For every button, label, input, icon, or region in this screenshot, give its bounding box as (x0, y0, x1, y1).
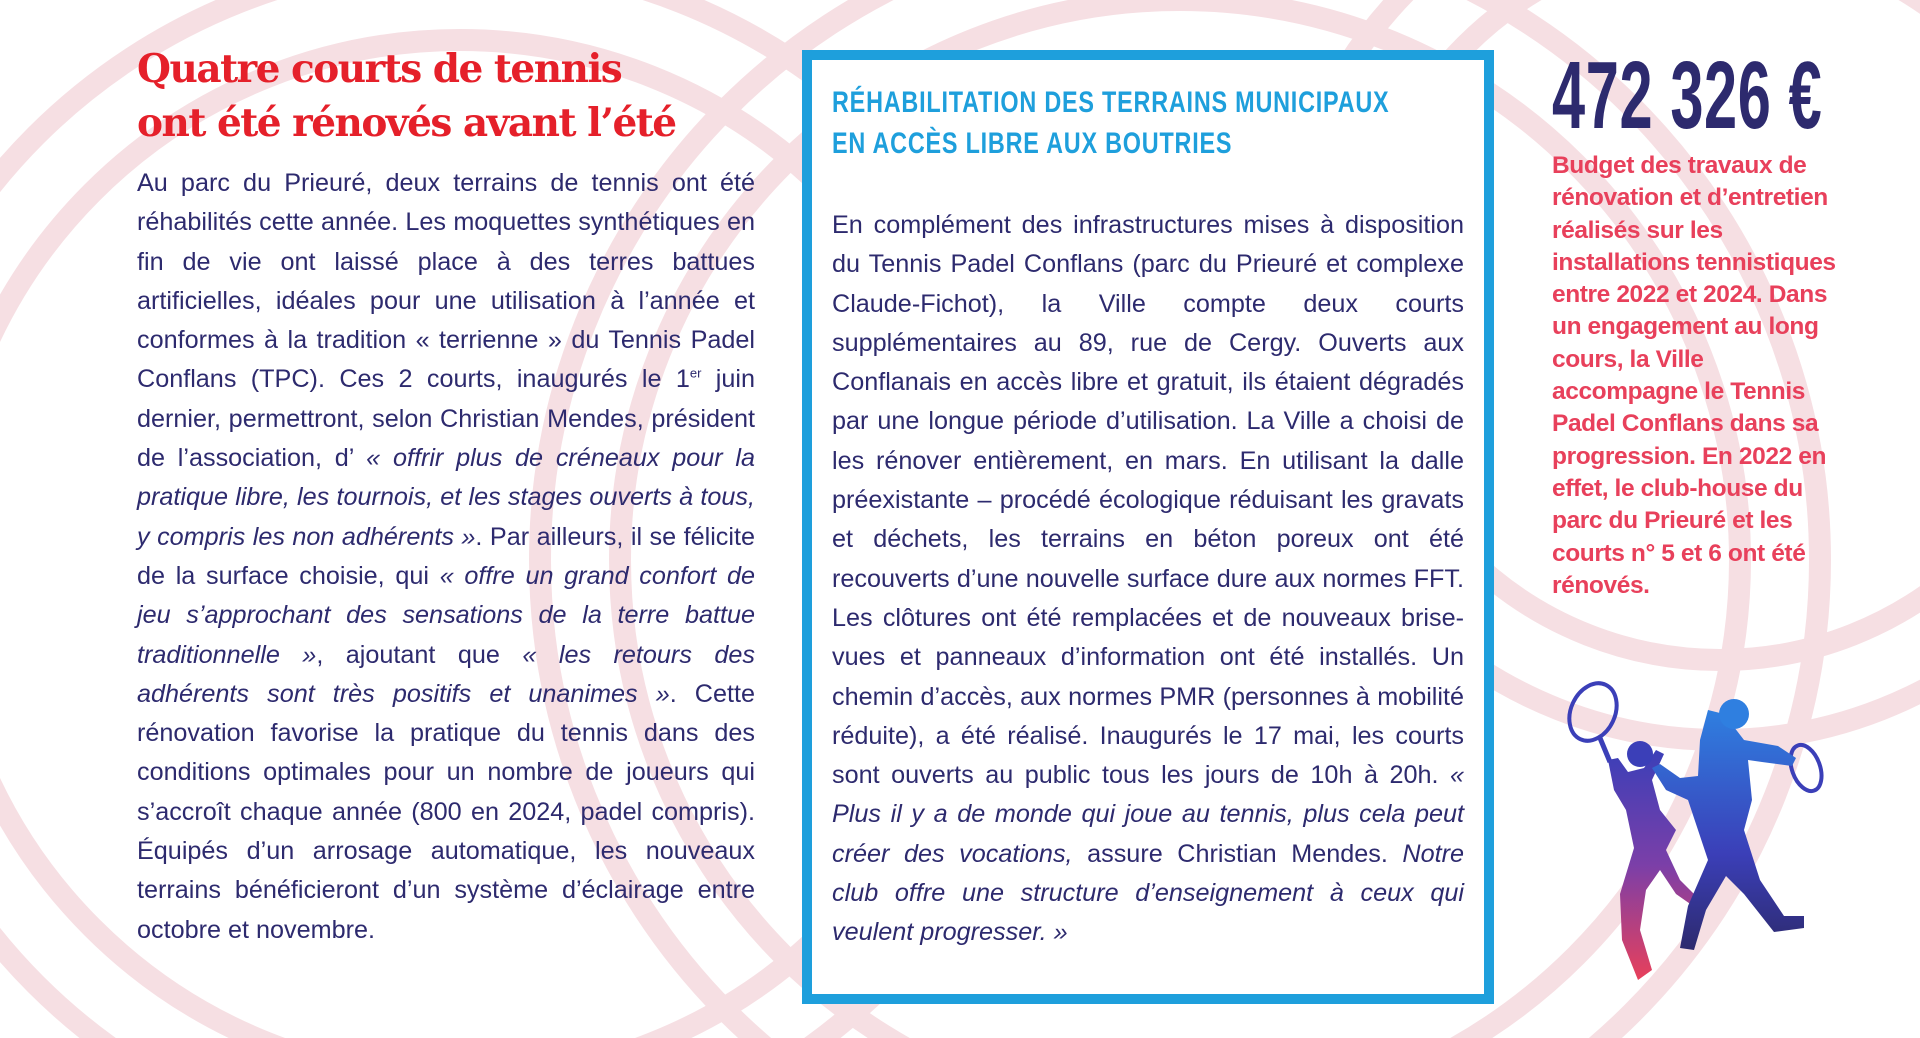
left-title-line1: Quatre courts de tennis (137, 46, 622, 92)
left-article-title (137, 42, 755, 150)
left-title-line2: ont été rénovés avant l’été (137, 100, 676, 146)
budget-amount: 472 326 € (1552, 42, 1823, 149)
left-body-superscript: er (689, 366, 702, 382)
left-body-quote2: « offre un grand confort de jeu s’approchant des sensations de la terre battue traditionnelle » (137, 561, 755, 669)
box-title-line1: RÉHABILITATION DES TERRAINS MUNICIPAUX (832, 86, 1390, 119)
left-article (137, 42, 755, 950)
box-article-title (832, 82, 1456, 164)
box-title-line2: EN ACCÈS LIBRE AUX BOUTRIES (832, 127, 1233, 160)
budget-sidebar (1552, 42, 1852, 602)
boxed-article (802, 50, 1494, 1004)
left-article-body (137, 164, 755, 950)
tennis-players-silhouette-icon (1548, 680, 1848, 1000)
box-body-quote1: « Plus il y a de monde qui joue au tennis, plus cela peut créer des vocations, (832, 761, 1464, 868)
left-body-part1: Au parc du Prieuré, deux terrains de tennis ont été réhabilités cette année. Les moquettes synthétiques en fin de vie ont laissé place à des terres battues artificielles, idéales pour une utilisation à l’année et conformes à la tradition « terrienne » du Tennis Padel Conflans (TPC). Ces 2 courts, inaugurés le 1 (137, 169, 755, 394)
left-body-quote3: « les retours des adhérents sont très positifs et unanimes » (137, 640, 755, 708)
box-body-part1: En complément des infrastructures mises à disposition du Tennis Padel Conflans (parc du Prieuré et complexe Claude-Fichot), la Ville compte deux courts supplémentaires au 89, rue de Cergy. Ouverts aux Conflanais en accès libre et gratuit, ils étaient dégradés par une longue période d’utilisation. La Ville a choisi de les rénover entièrement, en mars. En utilisant la dalle préexistante – procédé écologique réduisant les gravats et déchets, les terrains en béton poreux ont été recouverts d’une nouvelle surface dure aux normes FFT. Les clôtures ont été remplacées et de nouveaux brise-vues et panneaux d’information ont été installés. Un chemin d’accès, aux normes PMR (personnes à mobilité réduite), a été réalisé. Inaugurés le 17 mai, les courts sont ouverts au public tous les jours de 10h à 20h. (832, 211, 1464, 790)
left-body-quote1: « offrir plus de créneaux pour la pratique libre, les tournois, et les stages ouverts à tous, y compris les non adhérents » (137, 444, 755, 551)
left-body-part5: . Cette rénovation favorise la pratique du tennis dans des conditions optimales pour un nombre de joueurs qui s’accroît chaque année (800 en 2024, padel compris). Équipés d’un arrosage automatique, les nouveaux terrains bénéficieront d’un système d’éclairage entre octobre et novembre. (137, 679, 755, 944)
box-body-part2: assure Christian Mendes. (1072, 839, 1403, 868)
box-article-body (832, 206, 1464, 953)
left-body-part2: juin dernier, permettront, selon Christian Mendes, président de l’association, d’ (137, 365, 755, 473)
box-body-quote2: Notre club offre une structure d’enseignement à ceux qui veulent progresser. » (832, 839, 1464, 947)
left-body-part3: . Par ailleurs, il se félicite de la surface choisie, qui (137, 522, 755, 590)
left-body-part4: , ajoutant que (316, 640, 523, 669)
budget-caption: Budget des travaux de rénovation et d’entretien réalisés sur les installations tennistiques entre 2022 et 2024. Dans un engagement au long cours, la Ville accompagne le Tennis Padel Conflans dans sa progression. En 2022 en effet, le club-house du parc du Prieuré et les courts n° 5 et 6 ont été rénovés. (1552, 152, 1836, 599)
